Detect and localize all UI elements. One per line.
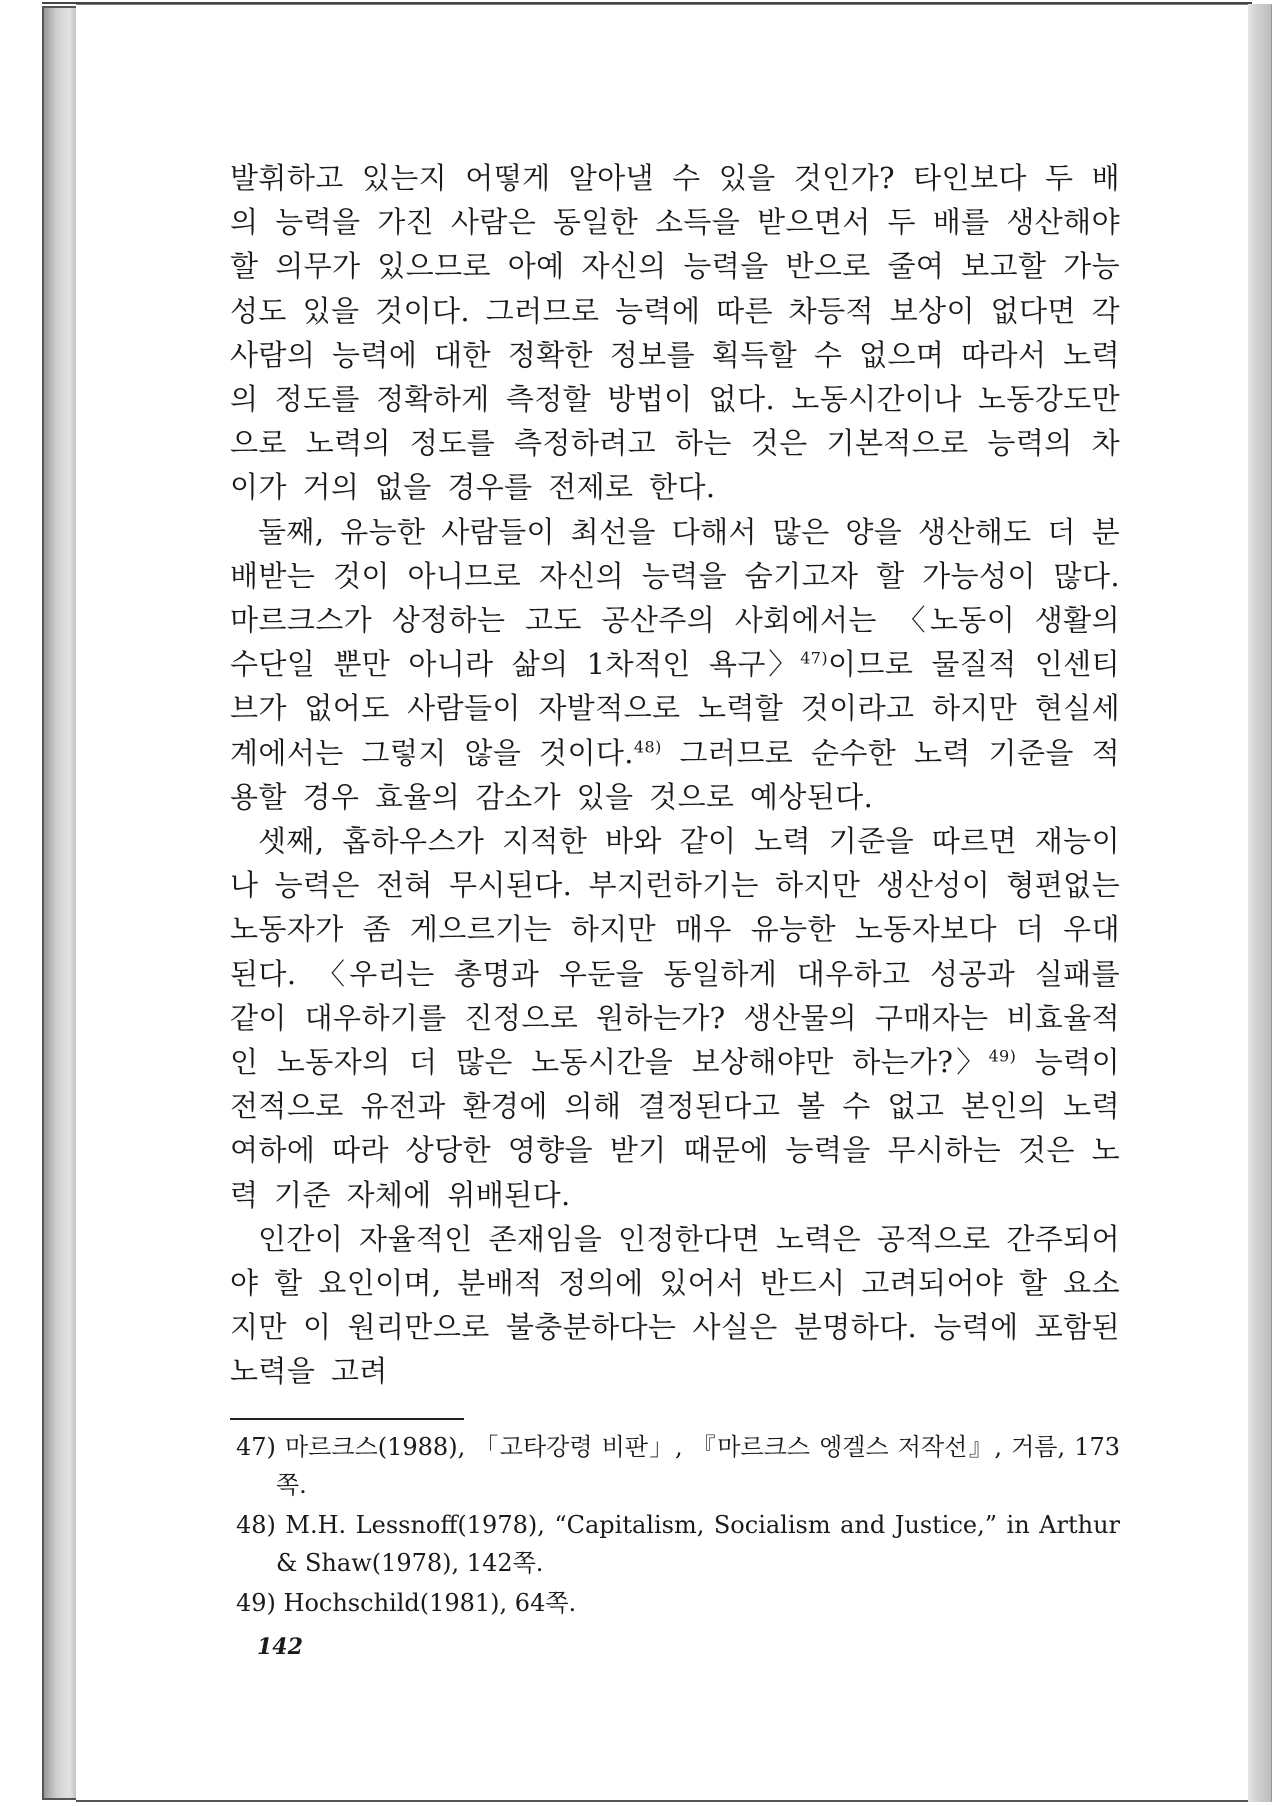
footnote-item: 47) 마르크스(1988), 「고타강령 비판」, 『마르크스 엥겔스 저작선』, 거름, 173쪽.: [236, 1433, 1120, 1499]
footnote-reference: 48): [633, 736, 662, 756]
paragraph-text: 발휘하고 있는지 어떻게 알아낼 수 있을 것인가? 타인보다 두 배의 능력을 가진 사람은 동일한 소득을 받으면서 두 배를 생산해야 할 의무가 있으므로 아예 자신의 능력을 반으로 줄여 보고할 가능성도 있을 것이다. 그러므로 능력에 따른 차등적 보상이 없다면 각 사람의 능력에 대한 정확한 정보를 획득할 수 없으며 따라서 노력의 정도를 정확하게 측정할 방법이 없다. 노동시간이나 노동강도만으로 노력의 정도를 측정하려고 하는 것은 기본적으로 능력의 차이가 거의 없을 경우를 전제로 한다.: [230, 161, 1120, 505]
footnote-divider: [230, 1418, 464, 1420]
paragraph-text: 그러므로 순수한 노력 기준을 적용할 경우 효율의 감소가 있을 것으로 예상된다.: [230, 735, 1120, 814]
paragraph-text: 이므로 물질적 인센티브가 없어도 사람들이 자발적으로 노력할 것이라고 하지만 현실세계에서는 그렇지 않을 것이다.: [230, 647, 1120, 770]
footnote-item: 48) M.H. Lessnoff(1978), “Capitalism, Socialism and Justice,” in Arthur & Shaw(1978), 142쪽.: [236, 1511, 1120, 1577]
page-edge-shadow: [1248, 4, 1272, 1802]
paragraph: [230, 819, 1120, 1217]
paragraph-text: 인간이 자율적인 존재임을 인정한다면 노력은 공적으로 간주되어야 할 요인이며, 분배적 정의에 있어서 반드시 고려되어야 할 요소지만 이 원리만으로 불충분하다는 사실은 분명하다. 능력에 포함된 노력을 고려: [230, 1221, 1120, 1389]
footnotes: [236, 1428, 1120, 1624]
book-spine: [42, 6, 76, 1800]
paragraph-text: 둘째, 유능한 사람들이 최선을 다해서 많은 양을 생산해도 더 분배받는 것이 아니므로 자신의 능력을 숨기고자 할 가능성이 많다. 마르크스가 상정하는 고도 공산주의 사회에서는 〈노동이 생활의 수단일 뿐만 아니라 삶의 1차적인 욕구〉: [230, 514, 1120, 682]
paragraph-text: 능력이 전적으로 유전과 환경에 의해 결정된다고 볼 수 없고 본인의 노력 여하에 따라 상당한 영향을 받기 때문에 능력을 무시하는 것은 노력 기준 자체에 위배된다.: [230, 1045, 1120, 1212]
page-number: 142: [257, 1634, 303, 1660]
footnote-reference: 49): [988, 1046, 1017, 1066]
paragraph: [230, 510, 1120, 819]
footnote-item: 49) Hochschild(1981), 64쪽.: [236, 1589, 577, 1617]
paragraph: [230, 1217, 1120, 1394]
body-text: [230, 156, 1120, 1394]
footnote-reference: 47): [800, 648, 828, 668]
paragraph: [230, 156, 1120, 510]
paragraph-text: 셋째, 홉하우스가 지적한 바와 같이 노력 기준을 따르면 재능이나 능력은 전혀 무시된다. 부지런하기는 하지만 생산성이 형편없는 노동자가 좀 게으르기는 하지만 매우 유능한 노동자보다 더 우대된다. 〈우리는 총명과 우둔을 동일하게 대우하고 성공과 실패를 같이 대우하기를 진정으로 원하는가? 생산물의 구매자는 비효율적인 노동자의 더 많은 노동시간을 보상해야만 하는가?〉: [230, 824, 1120, 1080]
